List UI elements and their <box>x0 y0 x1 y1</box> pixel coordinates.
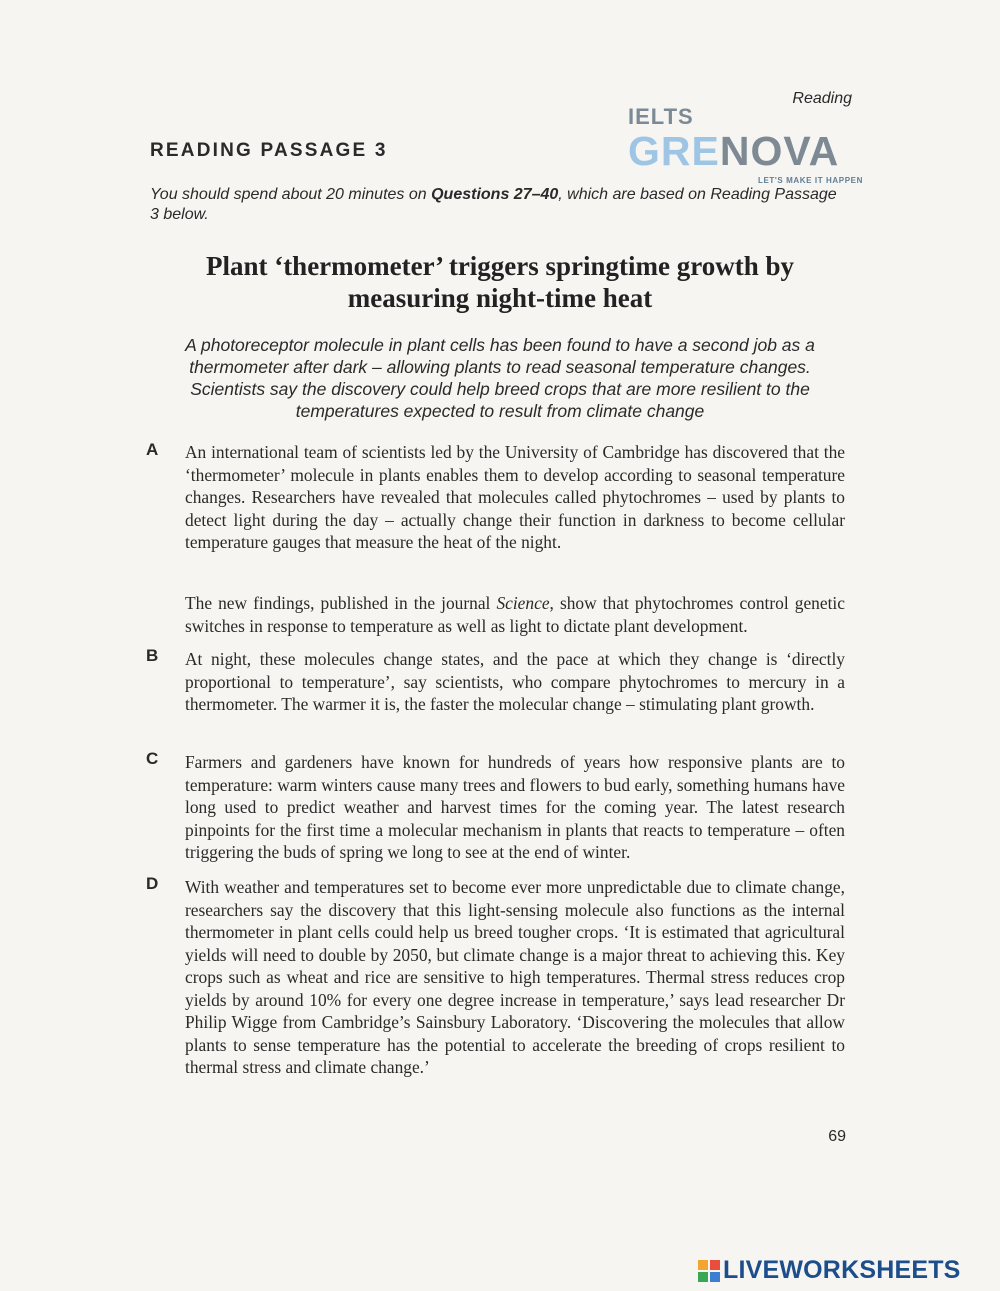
logo-tagline: LET'S MAKE IT HAPPEN <box>757 176 863 185</box>
logo-nova-text: NOVA <box>719 128 840 174</box>
paragraph-a-continuation <box>185 592 845 637</box>
paragraph-letter-a: A <box>146 440 159 459</box>
paragraph-a2-pre: The new findings, published in the journal <box>185 593 497 613</box>
article-title: Plant ‘thermometer’ triggers springtime growth by measuring night-time heat <box>205 251 795 313</box>
paragraph-letter-b: B <box>146 646 159 665</box>
article-subtitle: A photoreceptor molecule in plant cells has been found to have a second job as a thermometer after dark – allowing plants to read seasonal temperature changes. Scientists say the discovery could help breed crops that are more resilient to the temperatures expected to result from climate change <box>185 335 815 421</box>
liveworksheets-logo-icon <box>698 1260 720 1282</box>
logo-gre-text: GRE <box>628 128 720 174</box>
liveworksheets-text: LIVEWORKSHEETS <box>723 1256 961 1284</box>
liveworksheets-watermark <box>698 1256 961 1286</box>
journal-name: Science <box>496 593 550 613</box>
paragraph-b-text: At night, these molecules change states, and the pace at which they change is ‘directly proportional to temperature’, say scientists, who compare phytochromes to mercury in a thermometer. The warmer it is, the faster the molecular change – stimulating plant growth. <box>185 649 845 714</box>
paragraph-a-text: An international team of scientists led by the University of Cambridge has discovered that the ‘thermometer’ molecule in plants enables them to develop according to seasonal temperature changes. Researchers have revealed that molecules called phytochromes – used by plants to detect light during the day – actually change their function in darkness to become cellular temperature gauges that measure the heat of the night. <box>185 442 845 552</box>
logo-wordmark <box>628 128 839 174</box>
instructions-questions-range: Questions 27–40 <box>431 186 559 203</box>
paragraph-a2-post: , show that phytochromes control genetic switches in response to temperature as well as light to dictate plant development. <box>185 593 845 636</box>
page-number: 69 <box>828 1128 846 1145</box>
instructions-text-post: , which are based on Reading Passage 3 below. <box>150 186 837 223</box>
passage-heading: READING PASSAGE 3 <box>150 140 388 161</box>
instructions-text-pre: You should spend about 20 minutes on <box>150 186 432 203</box>
paragraph-letter-c: C <box>146 749 159 768</box>
paragraph-letter-d: D <box>146 874 159 893</box>
logo-ielts-text: IELTS <box>628 104 694 129</box>
paragraph-c-text: Farmers and gardeners have known for hundreds of years how responsive plants are to temperature: warm winters cause many trees and flowers to bud early, something humans have long used to predict weather and harvest times for the coming year. The latest research pinpoints for the first time a molecular mechanism in plants that reacts to temperature – often triggering the buds of spring we long to see at the end of winter. <box>185 752 845 862</box>
ielts-grenova-logo <box>628 104 863 184</box>
instructions <box>150 185 850 225</box>
paragraph-d-text: With weather and temperatures set to become ever more unpredictable due to climate change, researchers say the discovery that this light-sensing molecule also functions as the internal thermometer in plant cells could help us breed tougher crops. ‘It is estimated that agricultural yields will need to double by 2050, but climate change is a major threat to achieving this. Key crops such as wheat and rice are sensitive to high temperatures. Thermal stress reduces crop yields by around 10% for every one degree increase in temperature,’ says lead researcher Dr Philip Wigge from Cambridge’s Sainsbury Laboratory. ‘Discovering the molecules that allow plants to sense temperature has the potential to accelerate the breeding of crops resilient to thermal stress and climate change.’ <box>185 877 845 1077</box>
section-label: Reading <box>792 90 852 107</box>
